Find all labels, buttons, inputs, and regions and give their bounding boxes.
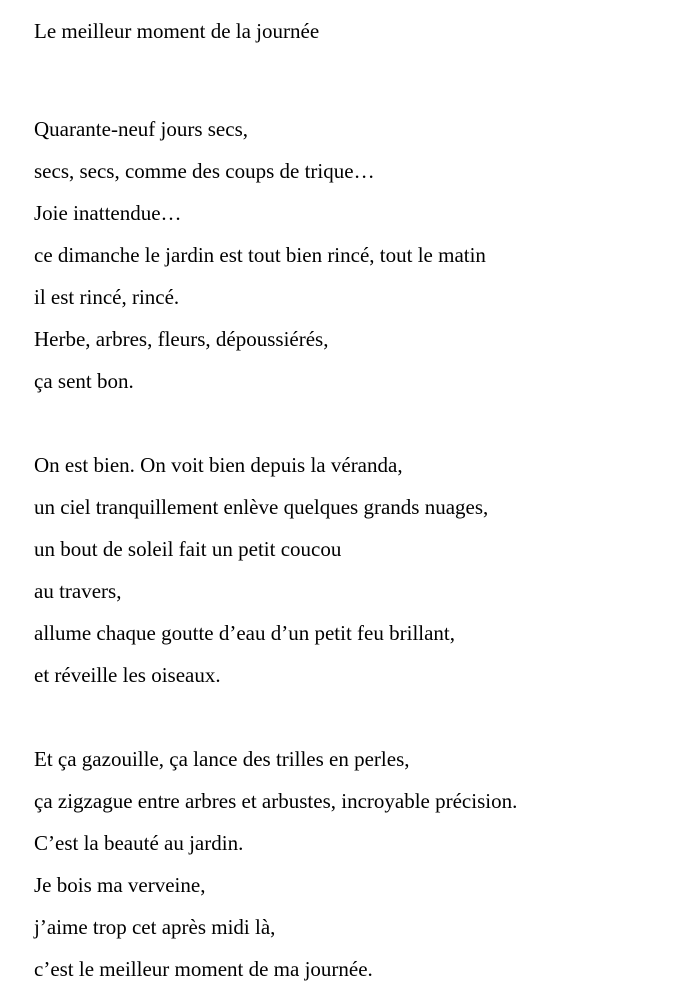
poem-line: ce dimanche le jardin est tout bien rincé, tout le matin (34, 243, 486, 267)
poem-line: un bout de soleil fait un petit coucou (34, 537, 342, 561)
poem-line: c’est le meilleur moment de ma journée. (34, 957, 373, 981)
poem-line: Herbe, arbres, fleurs, dépoussiérés, (34, 327, 329, 351)
poem-line: secs, secs, comme des coups de trique… (34, 159, 375, 183)
poem-line: Quarante-neuf jours secs, (34, 117, 248, 141)
stanza-1 (34, 115, 486, 409)
poem-title: Le meilleur moment de la journée (34, 19, 320, 43)
poem-line: Je bois ma verveine, (34, 873, 206, 897)
stanza-3 (34, 745, 517, 997)
stanza-2 (34, 451, 488, 703)
poem-line: Et ça gazouille, ça lance des trilles en perles, (34, 747, 410, 771)
poem-line: ça zigzague entre arbres et arbustes, incroyable précision. (34, 789, 518, 813)
poem-line: il est rincé, rincé. (34, 285, 180, 309)
poem-line: C’est la beauté au jardin. (34, 831, 244, 855)
poem-line: au travers, (34, 579, 122, 603)
poem-line: j’aime trop cet après midi là, (34, 915, 276, 939)
poem-line: allume chaque goutte d’eau d’un petit feu brillant, (34, 621, 456, 645)
poem-line: et réveille les oiseaux. (34, 663, 221, 687)
poem-line: un ciel tranquillement enlève quelques grands nuages, (34, 495, 489, 519)
poem-line: On est bien. On voit bien depuis la véranda, (34, 453, 403, 477)
poem-line: ça sent bon. (34, 369, 134, 393)
poem-line: Joie inattendue… (34, 201, 182, 225)
